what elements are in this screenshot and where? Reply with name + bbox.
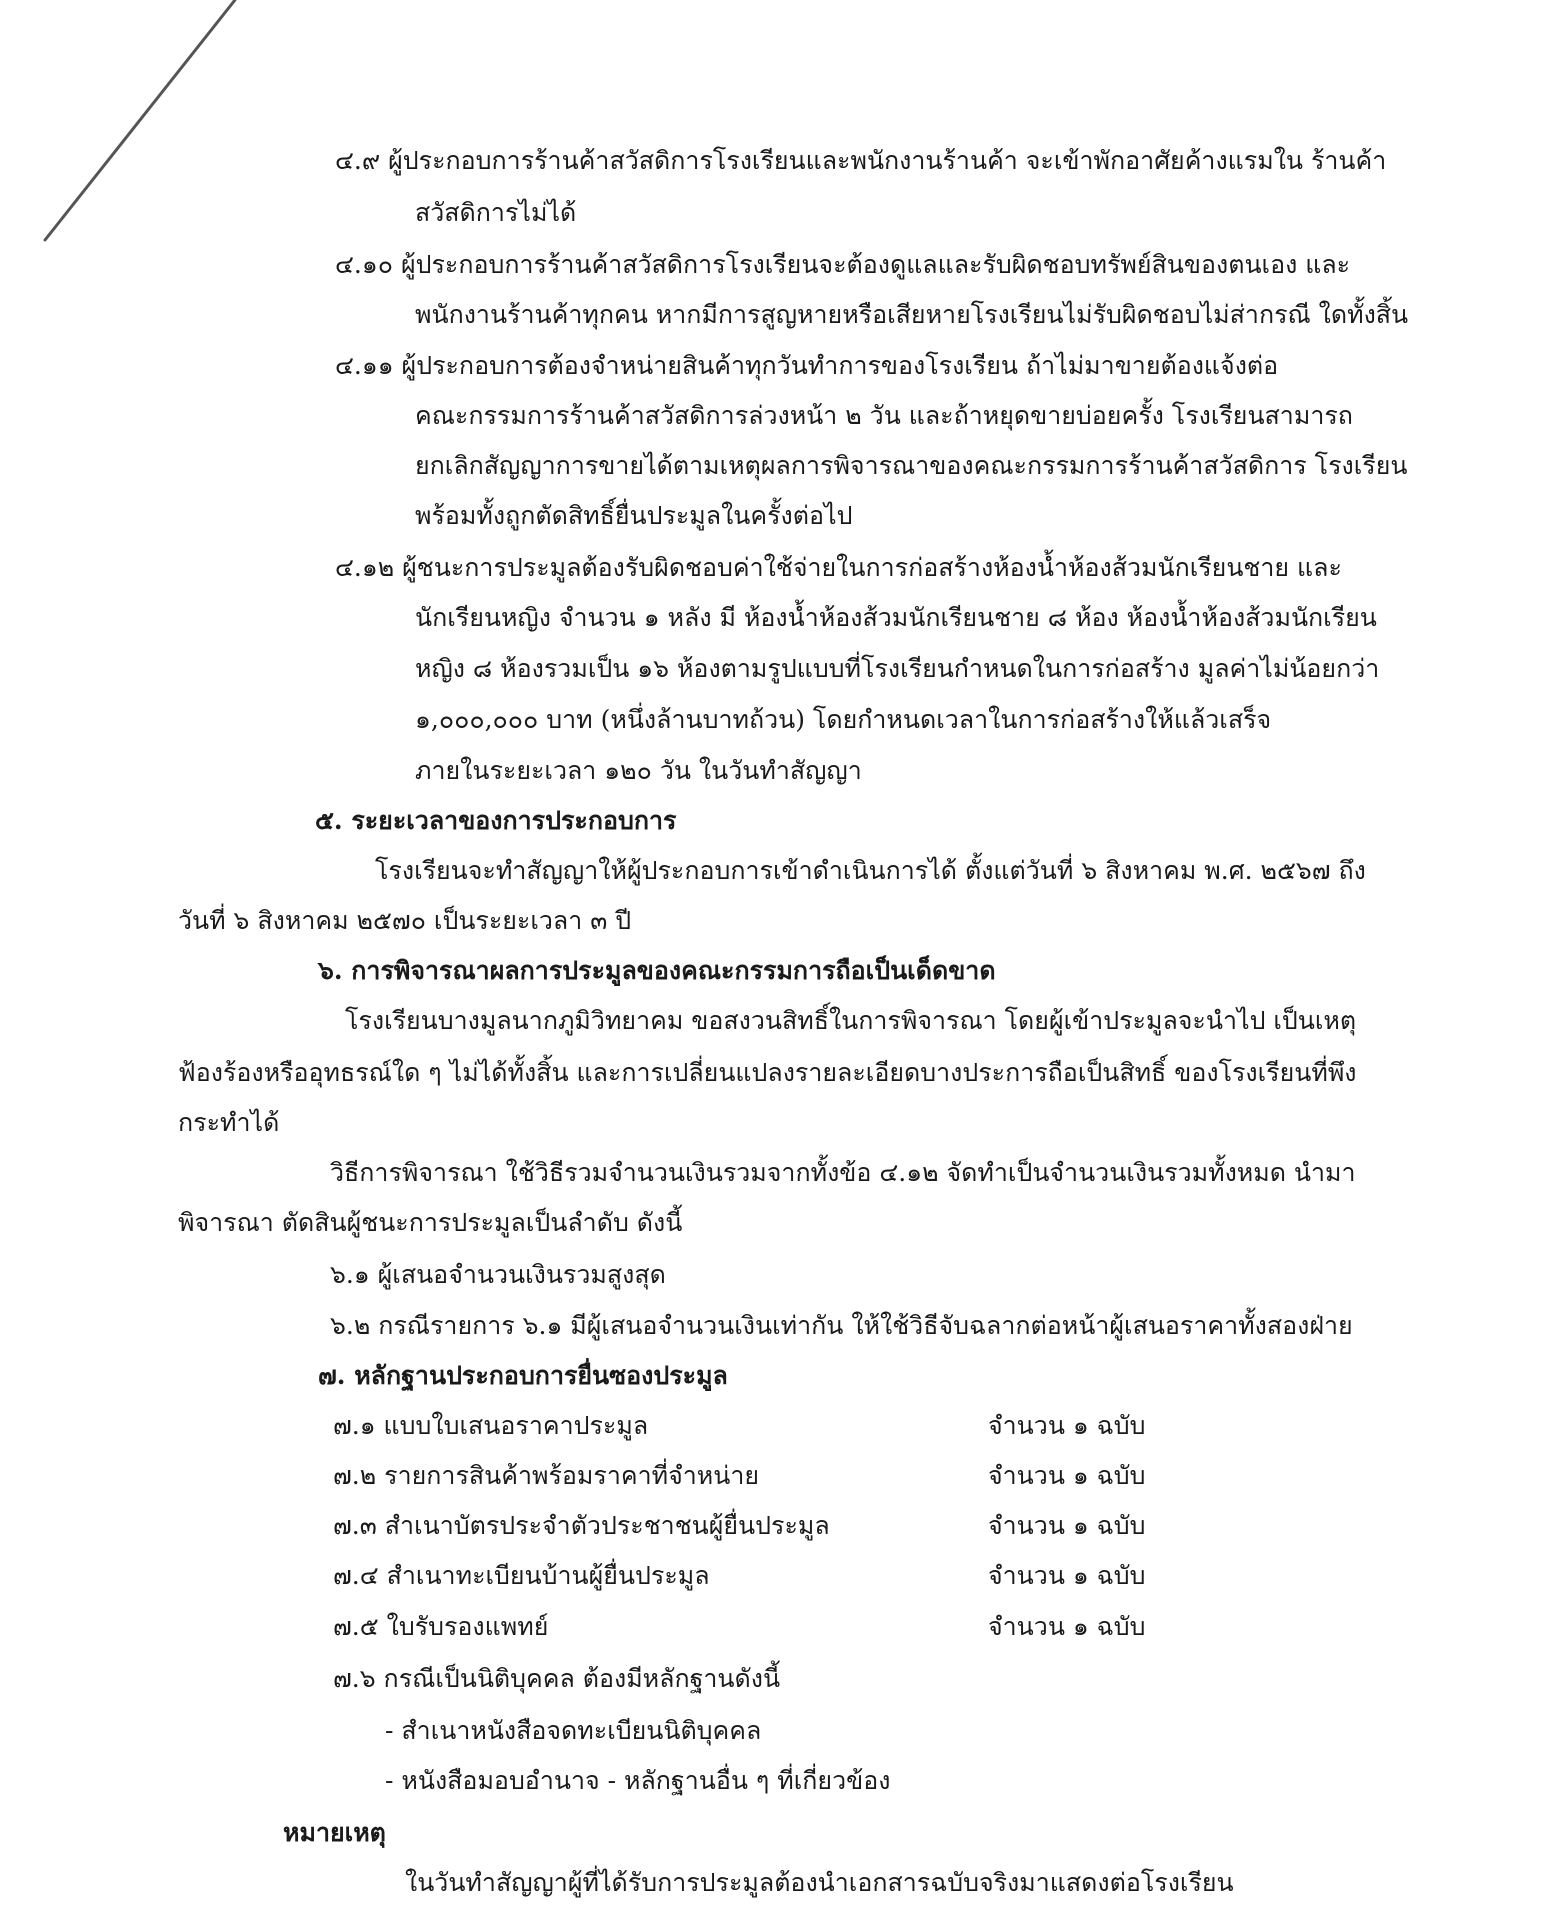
evidence-7-3-label: ๗.๓ สำเนาบัตรประจำตัวประชาชนผู้ยื่นประมูล bbox=[333, 1511, 830, 1540]
section-6-item-6-2: ๖.๒ กรณีรายการ ๖.๑ มีผู้เสนอจำนวนเงินเท่ากัน ให้ใช้วิธีจับฉลากต่อหน้าผู้เสนอราคาทั้งสองฝ่าย bbox=[330, 1311, 1353, 1340]
section-6-para-line-1: โรงเรียนบางมูลนากภูมิวิทยาคม ขอสงวนสิทธิ์ในการพิจารณา โดยผู้เข้าประมูลจะนำไป เป็นเหตุ bbox=[345, 1006, 1357, 1035]
section-6-item-6-1: ๖.๑ ผู้เสนอจำนวนเงินรวมสูงสุด bbox=[330, 1260, 666, 1289]
evidence-7-5-qty: จำนวน ๑ ฉบับ bbox=[988, 1612, 1146, 1641]
remark-heading: หมายเหตุ bbox=[283, 1818, 386, 1847]
section-7-heading: ๗. หลักฐานประกอบการยื่นซองประมูล bbox=[318, 1361, 728, 1390]
section-6-para-line-2: ฟ้องร้องหรืออุทธรณ์ใด ๆ ไม่ได้ทั้งสิ้น และการเปลี่ยนแปลงรายละเอียดบางประการถือเป็นสิทธิ์ ของโรงเรียนที่พึง bbox=[178, 1058, 1357, 1087]
evidence-7-2-qty: จำนวน ๑ ฉบับ bbox=[988, 1461, 1146, 1490]
section-6-para-line-3: กระทำได้ bbox=[178, 1108, 280, 1137]
evidence-7-2-label: ๗.๒ รายการสินค้าพร้อมราคาที่จำหน่าย bbox=[333, 1461, 760, 1490]
item-4-12-line-5: ภายในระยะเวลา ๑๒๐ วัน ในวันทำสัญญา bbox=[415, 756, 862, 785]
item-4-9-line-2: สวัสดิการไม่ได้ bbox=[415, 198, 577, 227]
item-4-12-line-3: หญิง ๘ ห้องรวมเป็น ๑๖ ห้องตามรูปแบบที่โรงเรียนกำหนดในการก่อสร้าง มูลค่าไม่น้อยกว่า bbox=[415, 654, 1380, 683]
remark-text: ในวันทำสัญญาผู้ที่ได้รับการประมูลต้องนำเอกสารฉบับจริงมาแสดงต่อโรงเรียน bbox=[405, 1868, 1234, 1897]
page-fold-shadow bbox=[0, 0, 260, 260]
item-4-11-line-3: ยกเลิกสัญญาการขายได้ตามเหตุผลการพิจารณาของคณะกรรมการร้านค้าสวัสดิการ โรงเรียน bbox=[415, 451, 1408, 480]
evidence-7-4-qty: จำนวน ๑ ฉบับ bbox=[988, 1561, 1146, 1590]
item-4-9-line-1: ๔.๙ ผู้ประกอบการร้านค้าสวัสดิการโรงเรียนและพนักงานร้านค้า จะเข้าพักอาศัยค้างแรมใน ร้านค้า bbox=[335, 146, 1387, 175]
item-4-11-line-4: พร้อมทั้งถูกตัดสิทธิ์ยื่นประมูลในครั้งต่อไป bbox=[415, 501, 853, 530]
evidence-7-3-qty: จำนวน ๑ ฉบับ bbox=[988, 1511, 1146, 1540]
evidence-7-6-label: ๗.๖ กรณีเป็นนิติบุคคล ต้องมีหลักฐานดังนี้ bbox=[333, 1664, 781, 1693]
section-5-para-line-1: โรงเรียนจะทำสัญญาให้ผู้ประกอบการเข้าดำเนินการได้ ตั้งแต่วันที่ ๖ สิงหาคม พ.ศ. ๒๕๖๗ ถึง bbox=[375, 856, 1366, 885]
item-4-10-line-2: พนักงานร้านค้าทุกคน หากมีการสูญหายหรือเสียหายโรงเรียนไม่รับผิดชอบไม่ส่ากรณี ใดทั้งสิ้น bbox=[415, 300, 1409, 329]
section-5-para-line-2: วันที่ ๖ สิงหาคม ๒๕๗๐ เป็นระยะเวลา ๓ ปี bbox=[178, 906, 632, 935]
evidence-7-5-label: ๗.๕ ใบรับรองแพทย์ bbox=[333, 1612, 549, 1641]
item-4-12-line-2: นักเรียนหญิง จำนวน ๑ หลัง มี ห้องน้ำห้องส้วมนักเรียนชาย ๘ ห้อง ห้องน้ำห้องส้วมนักเรียน bbox=[415, 603, 1377, 632]
section-6-method-line-2: พิจารณา ตัดสินผู้ชนะการประมูลเป็นลำดับ ดังนี้ bbox=[178, 1208, 683, 1237]
section-6-heading: ๖. การพิจารณาผลการประมูลของคณะกรรมการถือเป็นเด็ดขาด bbox=[318, 956, 996, 985]
evidence-7-1-qty: จำนวน ๑ ฉบับ bbox=[988, 1411, 1146, 1440]
evidence-7-6-sub-1: - สำเนาหนังสือจดทะเบียนนิติบุคคล bbox=[385, 1716, 762, 1745]
item-4-12-line-1: ๔.๑๒ ผู้ชนะการประมูลต้องรับผิดชอบค่าใช้จ่ายในการก่อสร้างห้องน้ำห้องส้วมนักเรียนชาย และ bbox=[335, 553, 1342, 582]
item-4-10-line-1: ๔.๑๐ ผู้ประกอบการร้านค้าสวัสดิการโรงเรียนจะต้องดูแลและรับผิดชอบทรัพย์สินของตนเอง และ bbox=[335, 250, 1351, 279]
section-6-method-line-1: วิธีการพิจารณา ใช้วิธีรวมจำนวนเงินรวมจากทั้งข้อ ๔.๑๒ จัดทำเป็นจำนวนเงินรวมทั้งหมด นำมา bbox=[330, 1158, 1356, 1187]
evidence-7-1-label: ๗.๑ แบบใบเสนอราคาประมูล bbox=[333, 1411, 649, 1440]
item-4-11-line-1: ๔.๑๑ ผู้ประกอบการต้องจำหน่ายสินค้าทุกวันทำการของโรงเรียน ถ้าไม่มาขายต้องแจ้งต่อ bbox=[335, 351, 1279, 380]
evidence-7-4-label: ๗.๔ สำเนาทะเบียนบ้านผู้ยื่นประมูล bbox=[333, 1561, 710, 1590]
evidence-7-6-sub-2: - หนังสือมอบอำนาจ - หลักฐานอื่น ๆ ที่เกี่ยวข้อง bbox=[385, 1766, 891, 1795]
section-5-heading: ๕. ระยะเวลาของการประกอบการ bbox=[315, 806, 677, 835]
item-4-11-line-2: คณะกรรมการร้านค้าสวัสดิการล่วงหน้า ๒ วัน และถ้าหยุดขายบ่อยครั้ง โรงเรียนสามารถ bbox=[415, 401, 1353, 430]
item-4-12-line-4: ๑,๐๐๐,๐๐๐ บาท (หนึ่งล้านบาทถ้วน) โดยกำหนดเวลาในการก่อสร้างให้แล้วเสร็จ bbox=[415, 705, 1272, 734]
